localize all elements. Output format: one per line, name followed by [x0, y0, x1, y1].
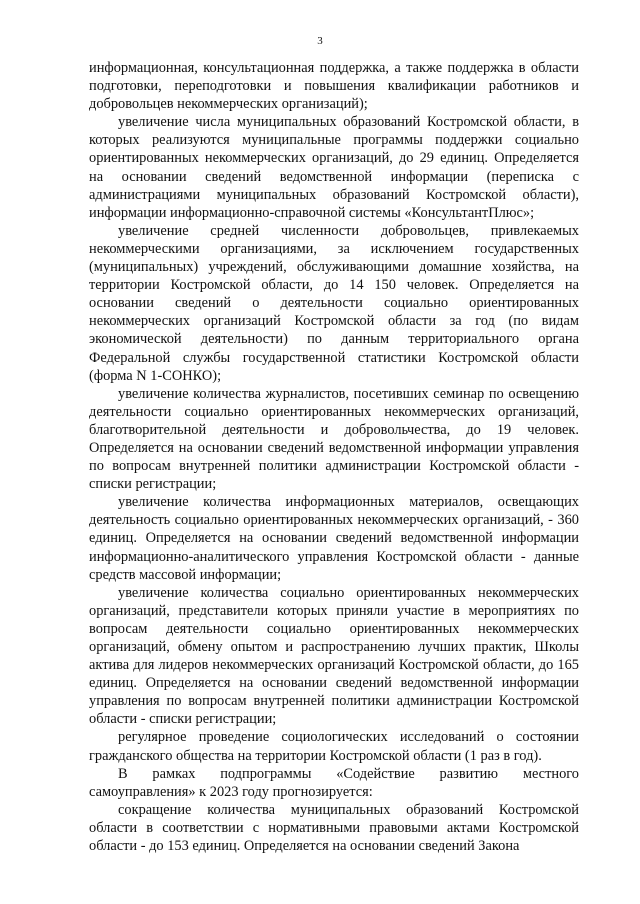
paragraph-support-continuation: информационная, консультационная поддержка, а также поддержка в области подготовки, переподготовки и повышения квалификации работников и добровольцев некоммерческих организаций); — [89, 60, 579, 113]
paragraph-municipalities-reduction: сокращение количества муниципальных образований Костромской области в соответствии с нормативными правовыми актами Костромской области - до 153 единиц. Определяется на основании сведений Закона — [89, 801, 579, 855]
paragraph-volunteers: увеличение средней численности добровольцев, привлекаемых некоммерческими организациями, за исключением государственных (муниципальных) учреждений, обслуживающими домашние хозяйства, на территории Костромской области, до 14 150 человек. Определяется на основании сведений о деятельности социально ориентированных некоммерческих организаций Костромской области за год (по видам экономической деятельности) по данным территориального органа Федеральной службы государственной статистики Костромской области (форма N 1-СОНКО); — [89, 222, 579, 384]
paragraph-organizations-events: увеличение количества социально ориентированных некоммерческих организаций, представители которых приняли участие в мероприятиях по вопросам деятельности социально ориентированных некоммерческих организаций, обмену опытом и распространению лучших практик, Школы актива для лидеров некоммерческих организаций Костромской области, до 165 единиц. Определяется на основании сведений ведомственной информации управления по вопросам внутренней политики администрации Костромской области - списки регистрации; — [89, 584, 579, 728]
paragraph-subprogram-intro: В рамках подпрограммы «Содействие развитию местного самоуправления» к 2023 году прогнозируется: — [89, 765, 579, 800]
document-body — [89, 59, 579, 855]
paragraph-journalists: увеличение количества журналистов, посетивших семинар по освещению деятельности социально ориентированных некоммерческих организаций, благотворительной деятельности и добровольчества, до 19 человек. Определяется на основании сведений ведомственной информации управления по вопросам внутренней политики администрации Костромской области - списки регистрации; — [89, 385, 579, 493]
paragraph-information-materials: увеличение количества информационных материалов, освещающих деятельность социально ориентированных некоммерческих организаций, - 360 единиц. Определяется на основании сведений ведомственной информации информационно-аналитического управления Костромской области - данные средств массовой информации; — [89, 494, 579, 583]
page-number: 3 — [317, 35, 323, 47]
paragraph-municipal-programs: увеличение числа муниципальных образований Костромской области, в которых реализуются муниципальные программы поддержки социально ориентированных некоммерческих организаций, до 29 единиц. Определяется на основании сведений ведомственной информации (переписка с администрациями муниципальных образований Костромской области), информации информационно-справочной системы «КонсультантПлюс»; — [89, 114, 579, 221]
paragraph-sociological-research: регулярное проведение социологических исследований о состоянии гражданского общества на территории Костромской области (1 раз в год). — [89, 729, 579, 764]
